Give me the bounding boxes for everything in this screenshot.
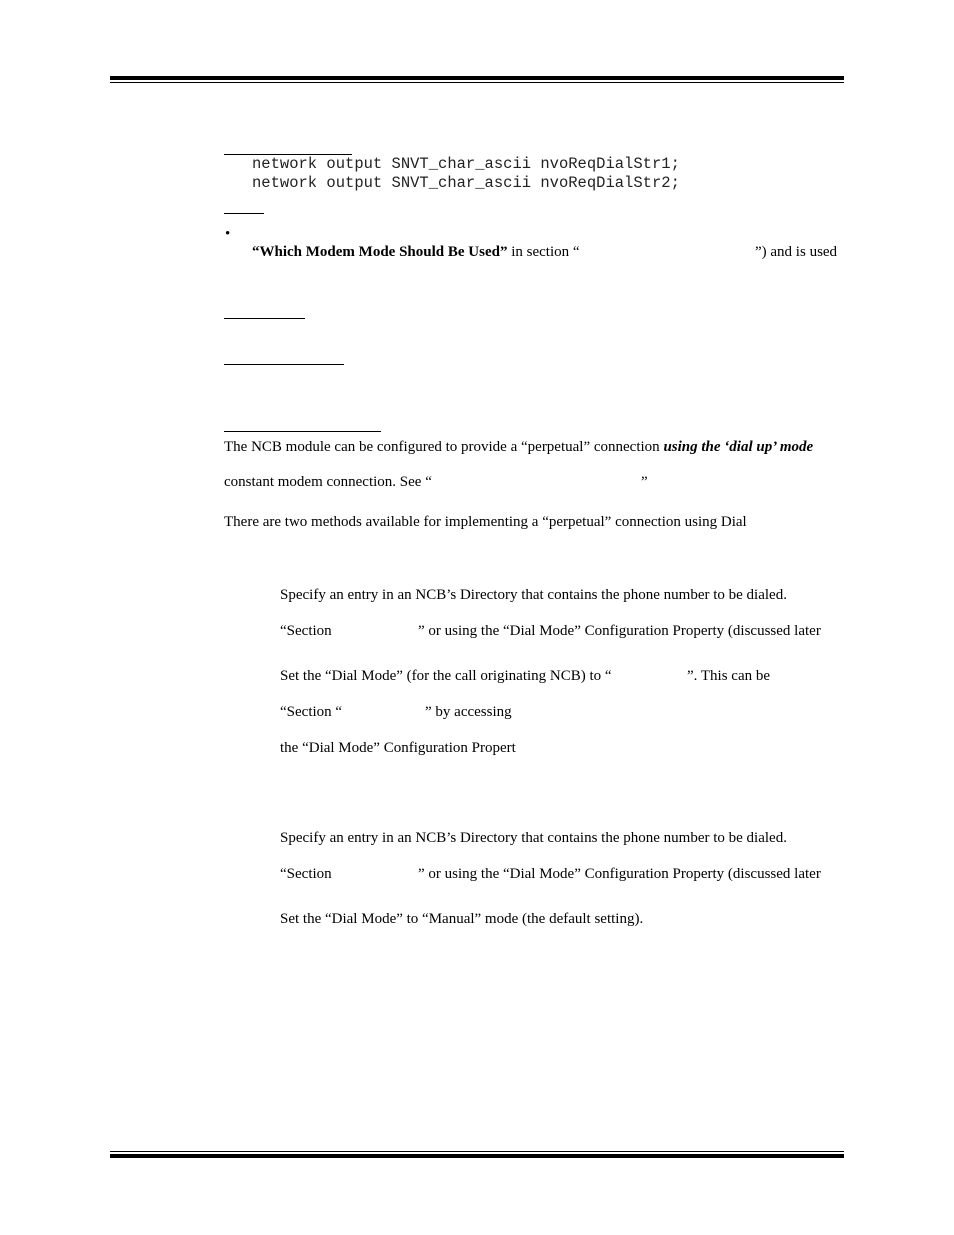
method1-step2-ref-b: ” by accessing bbox=[425, 704, 512, 720]
perpetual-paragraph-line2: constant modem connection. See “ bbox=[224, 474, 432, 490]
perpetual-emphasis: using the ‘dial up’ mode bbox=[663, 439, 814, 455]
bullet-bold-ref: “Which Modem Mode Should Be Used” bbox=[252, 244, 508, 260]
code-line: network output SNVT_char_ascii nvoReqDialStr1; bbox=[252, 155, 680, 173]
method2-step2: Set the “Dial Mode” to “Manual” mode (the default setting). bbox=[280, 911, 644, 927]
method2-step1-ref-a: “Section bbox=[280, 866, 332, 882]
code-line: network output SNVT_char_ascii nvoReqDialStr2; bbox=[252, 174, 680, 192]
method1-step2: Set the “Dial Mode” (for the call originating NCB) to “ bbox=[280, 668, 612, 684]
heading-underline bbox=[224, 364, 344, 365]
method1-step2-end: ”. This can be bbox=[687, 668, 771, 684]
method2-step1: Specify an entry in an NCB’s Directory that contains the phone number to be dialed. bbox=[280, 830, 787, 846]
method1-step1-ref-b: ” or using the “Dial Mode” Configuration Property (discussed later bbox=[418, 623, 821, 639]
methods-intro: There are two methods available for implementing a “perpetual” connection using Dial bbox=[224, 514, 747, 530]
notes-heading-underline bbox=[224, 213, 264, 214]
bullet-marker: • bbox=[225, 226, 231, 242]
method1-step2-ref-a: “Section “ bbox=[280, 704, 343, 720]
bullet-end-text: ”) and is used bbox=[755, 244, 838, 260]
method2-step1-ref-b: ” or using the “Dial Mode” Configuration Property (discussed later bbox=[418, 866, 821, 882]
method1-step1-ref-a: “Section bbox=[280, 623, 332, 639]
perpetual-text: The NCB module can be configured to provide a “perpetual” connection bbox=[224, 439, 664, 455]
perpetual-paragraph-line2-end: ” bbox=[641, 474, 648, 490]
heading-underline bbox=[224, 318, 305, 319]
footer-rule bbox=[110, 1151, 844, 1158]
bullet-text bbox=[252, 244, 580, 261]
heading-underline bbox=[224, 431, 381, 432]
method1-step1: Specify an entry in an NCB’s Directory that contains the phone number to be dialed. bbox=[280, 587, 787, 603]
header-rule bbox=[110, 76, 844, 83]
bullet-mid-text: in section “ bbox=[507, 244, 580, 260]
perpetual-paragraph-line1 bbox=[224, 439, 813, 456]
method1-step2-line3: the “Dial Mode” Configuration Propert bbox=[280, 740, 516, 756]
